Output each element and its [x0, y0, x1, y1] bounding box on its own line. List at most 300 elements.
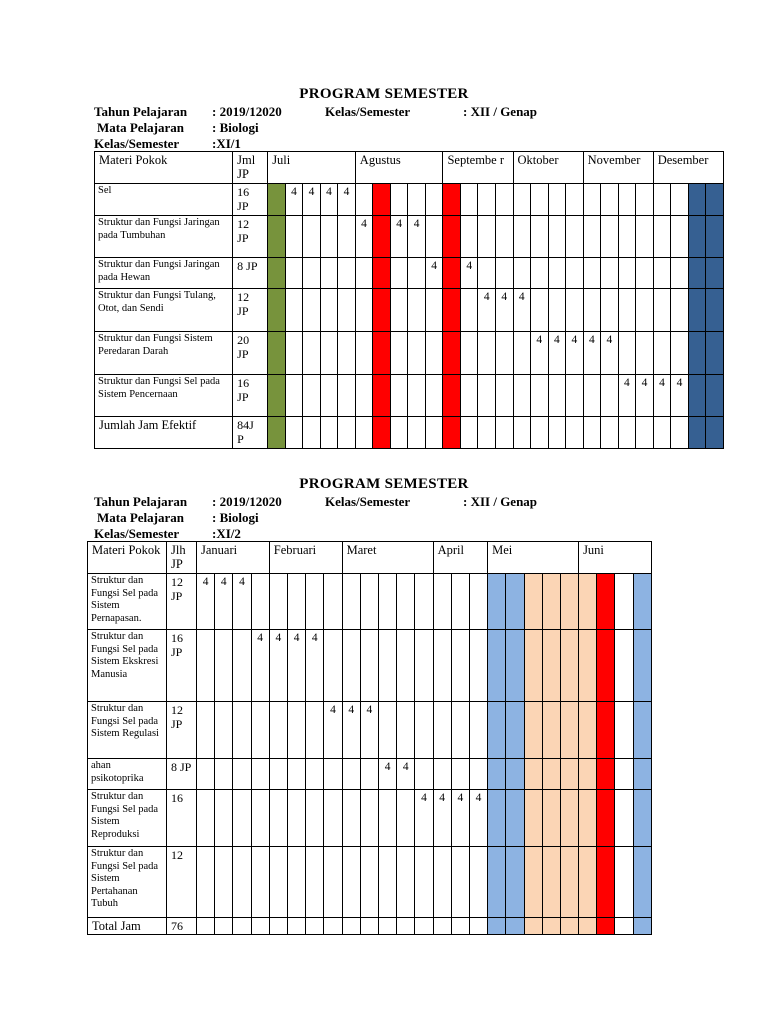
total-label: Jumlah Jam Efektif — [95, 417, 233, 449]
week-cell-darkblue — [688, 258, 706, 289]
week-cell-mark: 4 — [415, 790, 433, 847]
week-cell — [324, 574, 342, 630]
topic-cell: Struktur dan Fungsi Jaringan pada Hewan — [95, 258, 233, 289]
week-cell — [583, 258, 601, 289]
week-cell — [478, 258, 496, 289]
table-row — [95, 375, 724, 417]
week-cell — [425, 417, 443, 449]
week-cell-mark: 4 — [425, 258, 443, 289]
week-cell — [653, 289, 671, 332]
week-cell — [671, 258, 689, 289]
week-cell — [671, 332, 689, 375]
month-header: Oktober — [513, 152, 583, 184]
week-cell-red — [443, 216, 461, 258]
week-cell-mark: 4 — [601, 332, 619, 375]
week-cell-red — [373, 332, 391, 375]
week-cell-mark: 4 — [636, 375, 654, 417]
week-cell — [583, 184, 601, 216]
week-cell-peach — [542, 702, 560, 759]
week-cell — [269, 702, 287, 759]
week-cell — [531, 258, 549, 289]
week-cell-red — [443, 184, 461, 216]
week-cell — [324, 847, 342, 918]
week-cell — [355, 258, 373, 289]
week-cell-peach — [524, 574, 542, 630]
total-row — [88, 918, 652, 935]
week-cell — [338, 417, 356, 449]
week-cell — [513, 417, 531, 449]
week-cell — [415, 918, 433, 935]
week-cell — [390, 184, 408, 216]
week-cell — [378, 702, 396, 759]
week-cell-mark: 4 — [460, 258, 478, 289]
week-cell-mark: 4 — [671, 375, 689, 417]
week-cell — [408, 332, 426, 375]
week-cell — [653, 332, 671, 375]
jp-cell: 12 JP — [233, 289, 268, 332]
week-cell — [342, 790, 360, 847]
week-cell — [197, 847, 215, 918]
week-cell — [408, 289, 426, 332]
week-cell-peach — [560, 574, 578, 630]
week-cell — [460, 375, 478, 417]
topic-cell: Sel — [95, 184, 233, 216]
week-cell — [269, 918, 287, 935]
week-cell-green — [268, 332, 286, 375]
section1-mapel-label: Mata Pelajaran — [97, 120, 185, 135]
week-cell — [415, 574, 433, 630]
week-cell — [460, 289, 478, 332]
week-cell-lightblue — [488, 918, 506, 935]
section1-title: PROGRAM SEMESTER — [299, 86, 469, 102]
section2-schedule-table — [87, 541, 652, 935]
section1-kelas-value: :XI/1 — [212, 136, 241, 151]
week-cell-darkblue — [688, 216, 706, 258]
week-cell-peach — [524, 702, 542, 759]
week-cell — [548, 289, 566, 332]
week-cell-red — [597, 847, 615, 918]
week-cell — [433, 918, 451, 935]
week-cell — [618, 258, 636, 289]
week-cell — [469, 759, 487, 790]
total-value: 84J P — [233, 417, 268, 449]
week-cell — [433, 759, 451, 790]
week-cell — [636, 289, 654, 332]
week-cell — [320, 417, 338, 449]
week-cell-peach — [560, 759, 578, 790]
week-cell-darkblue — [688, 417, 706, 449]
week-cell — [618, 332, 636, 375]
month-header: Februari — [269, 542, 342, 574]
week-cell — [618, 289, 636, 332]
topic-cell: Struktur dan Fungsi Sel pada Sistem Pertahanan Tubuh — [88, 847, 167, 918]
week-cell — [233, 918, 251, 935]
week-cell-mark: 4 — [338, 184, 356, 216]
week-cell — [615, 918, 633, 935]
week-cell — [513, 258, 531, 289]
week-cell-darkblue — [706, 184, 724, 216]
week-cell-green — [268, 375, 286, 417]
week-cell — [378, 574, 396, 630]
week-cell-peach — [579, 630, 597, 702]
week-cell — [671, 216, 689, 258]
week-cell — [531, 289, 549, 332]
week-cell — [355, 375, 373, 417]
topic-cell: Struktur dan Fungsi Sel pada Sistem Ekskresi Manusia — [88, 630, 167, 702]
week-cell-lightblue — [506, 790, 524, 847]
week-cell-mark: 4 — [451, 790, 469, 847]
section1-kelas-label: Kelas/Semester — [94, 136, 180, 151]
week-cell-lightblue — [506, 847, 524, 918]
week-cell-mark: 4 — [397, 759, 415, 790]
week-cell-darkblue — [688, 332, 706, 375]
week-cell — [397, 847, 415, 918]
week-cell-red — [443, 289, 461, 332]
week-cell — [618, 417, 636, 449]
week-cell-lightblue — [506, 702, 524, 759]
week-cell-red — [597, 574, 615, 630]
week-cell-peach — [579, 918, 597, 935]
section1-tahun-value: : 2019/12020 — [212, 104, 282, 119]
week-cell-peach — [560, 702, 578, 759]
week-cell — [548, 417, 566, 449]
week-cell-lightblue — [506, 630, 524, 702]
week-cell — [451, 918, 469, 935]
week-cell — [636, 184, 654, 216]
week-cell — [636, 216, 654, 258]
week-cell — [287, 918, 305, 935]
week-cell-red — [443, 417, 461, 449]
week-cell-peach — [542, 847, 560, 918]
table-row — [95, 258, 724, 289]
week-cell-mark: 4 — [303, 184, 321, 216]
week-cell-mark: 4 — [355, 216, 373, 258]
week-cell — [285, 375, 303, 417]
week-cell — [233, 759, 251, 790]
topic-cell: Struktur dan Fungsi Tulang, Otot, dan Sendi — [95, 289, 233, 332]
week-cell — [397, 790, 415, 847]
week-cell — [478, 216, 496, 258]
section2-kelas-semester-label: Kelas/Semester — [325, 494, 411, 509]
section1-tahun-label: Tahun Pelajaran — [94, 104, 188, 119]
week-cell — [433, 847, 451, 918]
week-cell-green — [268, 258, 286, 289]
week-cell — [378, 918, 396, 935]
week-cell — [460, 332, 478, 375]
column-header-jp: Jlh JP — [167, 542, 197, 574]
week-cell-mark: 4 — [285, 184, 303, 216]
month-header: Juli — [268, 152, 356, 184]
section1-header-row — [95, 152, 724, 184]
week-cell — [548, 258, 566, 289]
week-cell — [285, 216, 303, 258]
month-header: Maret — [342, 542, 433, 574]
week-cell — [408, 375, 426, 417]
week-cell — [360, 847, 378, 918]
week-cell-lightblue — [506, 918, 524, 935]
week-cell — [285, 332, 303, 375]
column-header-jp: Jml JP — [233, 152, 268, 184]
week-cell-mark: 4 — [566, 332, 584, 375]
week-cell-mark: 4 — [469, 790, 487, 847]
week-cell — [671, 184, 689, 216]
jp-cell: 16 JP — [233, 375, 268, 417]
month-header: Desember — [653, 152, 723, 184]
week-cell-darkblue — [688, 184, 706, 216]
week-cell — [415, 847, 433, 918]
week-cell-mark: 4 — [233, 574, 251, 630]
week-cell — [618, 184, 636, 216]
week-cell-lightblue — [633, 918, 651, 935]
week-cell — [653, 258, 671, 289]
week-cell-red — [373, 184, 391, 216]
week-cell-lightblue — [506, 574, 524, 630]
week-cell — [324, 759, 342, 790]
week-cell — [469, 918, 487, 935]
week-cell — [425, 216, 443, 258]
week-cell — [215, 790, 233, 847]
week-cell-green — [268, 216, 286, 258]
week-cell — [615, 847, 633, 918]
week-cell — [197, 702, 215, 759]
week-cell-lightblue — [633, 759, 651, 790]
month-header: Agustus — [355, 152, 443, 184]
week-cell — [408, 184, 426, 216]
section2-mapel-value: : Biologi — [212, 510, 259, 525]
week-cell — [601, 216, 619, 258]
week-cell — [390, 375, 408, 417]
week-cell — [671, 289, 689, 332]
week-cell — [425, 332, 443, 375]
week-cell — [215, 847, 233, 918]
section2-kelas-semester-value: : XII / Genap — [463, 494, 538, 509]
week-cell — [636, 332, 654, 375]
week-cell — [583, 289, 601, 332]
week-cell-green — [268, 184, 286, 216]
week-cell — [320, 258, 338, 289]
week-cell-peach — [524, 790, 542, 847]
week-cell — [566, 289, 584, 332]
week-cell — [478, 375, 496, 417]
week-cell-mark: 4 — [251, 630, 269, 702]
week-cell — [233, 847, 251, 918]
week-cell-peach — [524, 759, 542, 790]
section2-kelas-value: :XI/2 — [212, 526, 241, 541]
week-cell-red — [373, 289, 391, 332]
week-cell-peach — [579, 790, 597, 847]
week-cell — [306, 574, 324, 630]
week-cell — [360, 918, 378, 935]
week-cell — [287, 702, 305, 759]
week-cell-red — [443, 375, 461, 417]
week-cell — [303, 258, 321, 289]
week-cell-darkblue — [706, 216, 724, 258]
week-cell — [531, 216, 549, 258]
week-cell-red — [597, 759, 615, 790]
week-cell-green — [268, 289, 286, 332]
week-cell — [303, 332, 321, 375]
week-cell — [197, 630, 215, 702]
week-cell — [338, 216, 356, 258]
week-cell-peach — [542, 574, 560, 630]
month-header: April — [433, 542, 488, 574]
week-cell — [215, 702, 233, 759]
week-cell — [320, 216, 338, 258]
week-cell-darkblue — [706, 417, 724, 449]
week-cell — [451, 574, 469, 630]
table-row — [88, 574, 652, 630]
week-cell-mark: 4 — [324, 702, 342, 759]
week-cell — [324, 790, 342, 847]
week-cell — [671, 417, 689, 449]
week-cell — [451, 759, 469, 790]
table-row — [88, 702, 652, 759]
week-cell-lightblue — [488, 790, 506, 847]
week-cell — [285, 289, 303, 332]
week-cell — [478, 417, 496, 449]
week-cell — [251, 759, 269, 790]
week-cell — [495, 184, 513, 216]
week-cell — [460, 417, 478, 449]
week-cell-red — [597, 702, 615, 759]
week-cell — [197, 918, 215, 935]
week-cell — [306, 702, 324, 759]
week-cell — [601, 289, 619, 332]
week-cell — [478, 184, 496, 216]
week-cell — [197, 759, 215, 790]
week-cell — [615, 759, 633, 790]
week-cell-mark: 4 — [583, 332, 601, 375]
week-cell — [269, 790, 287, 847]
week-cell — [251, 790, 269, 847]
week-cell — [653, 216, 671, 258]
week-cell — [495, 258, 513, 289]
week-cell — [615, 574, 633, 630]
week-cell — [513, 216, 531, 258]
section2-tahun-label: Tahun Pelajaran — [94, 494, 188, 509]
week-cell — [433, 630, 451, 702]
week-cell — [342, 574, 360, 630]
week-cell-mark: 4 — [531, 332, 549, 375]
week-cell — [378, 790, 396, 847]
week-cell — [513, 332, 531, 375]
month-header: November — [583, 152, 653, 184]
week-cell — [566, 375, 584, 417]
week-cell — [251, 847, 269, 918]
month-header: Septembe r — [443, 152, 513, 184]
week-cell-mark: 4 — [408, 216, 426, 258]
week-cell — [397, 574, 415, 630]
week-cell-lightblue — [633, 847, 651, 918]
week-cell-mark: 4 — [478, 289, 496, 332]
jp-cell: 12 JP — [167, 574, 197, 630]
table-row — [88, 759, 652, 790]
week-cell — [360, 630, 378, 702]
week-cell — [251, 702, 269, 759]
week-cell — [324, 918, 342, 935]
week-cell-lightblue — [633, 702, 651, 759]
week-cell-red — [597, 790, 615, 847]
week-cell — [513, 184, 531, 216]
table-row — [88, 847, 652, 918]
week-cell — [408, 417, 426, 449]
week-cell-lightblue — [488, 630, 506, 702]
section2-title: PROGRAM SEMESTER — [299, 476, 469, 492]
week-cell-peach — [560, 918, 578, 935]
week-cell — [425, 289, 443, 332]
week-cell-red — [373, 258, 391, 289]
topic-cell: ahan psikotoprika — [88, 759, 167, 790]
week-cell — [287, 759, 305, 790]
week-cell-peach — [579, 847, 597, 918]
week-cell-lightblue — [633, 630, 651, 702]
week-cell — [425, 184, 443, 216]
total-value: 76 — [167, 918, 197, 935]
topic-cell: Struktur dan Fungsi Sistem Peredaran Darah — [95, 332, 233, 375]
section2-kelas-label: Kelas/Semester — [94, 526, 180, 541]
section2-tahun-value: : 2019/12020 — [212, 494, 282, 509]
week-cell-lightblue — [506, 759, 524, 790]
week-cell — [653, 184, 671, 216]
week-cell-peach — [542, 790, 560, 847]
week-cell-mark: 4 — [306, 630, 324, 702]
week-cell-lightblue — [488, 847, 506, 918]
month-header: Juni — [579, 542, 652, 574]
week-cell — [548, 184, 566, 216]
week-cell-peach — [560, 790, 578, 847]
week-cell — [415, 759, 433, 790]
week-cell-mark: 4 — [548, 332, 566, 375]
week-cell-red — [373, 216, 391, 258]
week-cell — [415, 702, 433, 759]
section1-mapel-value: : Biologi — [212, 120, 259, 135]
total-row — [95, 417, 724, 449]
week-cell-peach — [560, 630, 578, 702]
week-cell — [433, 574, 451, 630]
week-cell-darkblue — [706, 332, 724, 375]
week-cell-mark: 4 — [360, 702, 378, 759]
table-row — [88, 630, 652, 702]
week-cell-mark: 4 — [618, 375, 636, 417]
week-cell — [251, 574, 269, 630]
week-cell-mark: 4 — [495, 289, 513, 332]
week-cell-mark: 4 — [378, 759, 396, 790]
week-cell — [495, 332, 513, 375]
week-cell-mark: 4 — [653, 375, 671, 417]
week-cell-peach — [524, 847, 542, 918]
week-cell — [408, 258, 426, 289]
week-cell — [601, 375, 619, 417]
week-cell — [566, 216, 584, 258]
section1-kelas-semester-value: : XII / Genap — [463, 104, 538, 119]
week-cell-peach — [560, 847, 578, 918]
week-cell-darkblue — [688, 375, 706, 417]
week-cell-mark: 4 — [342, 702, 360, 759]
week-cell — [306, 790, 324, 847]
jp-cell: 16 — [167, 790, 197, 847]
section1-schedule-table — [94, 151, 724, 449]
week-cell-lightblue — [488, 702, 506, 759]
jp-cell: 16 JP — [233, 184, 268, 216]
week-cell — [324, 630, 342, 702]
week-cell — [390, 289, 408, 332]
week-cell-red — [373, 417, 391, 449]
week-cell — [495, 375, 513, 417]
section2-mapel-label: Mata Pelajaran — [97, 510, 185, 525]
jp-cell: 20 JP — [233, 332, 268, 375]
week-cell — [566, 184, 584, 216]
week-cell — [531, 375, 549, 417]
